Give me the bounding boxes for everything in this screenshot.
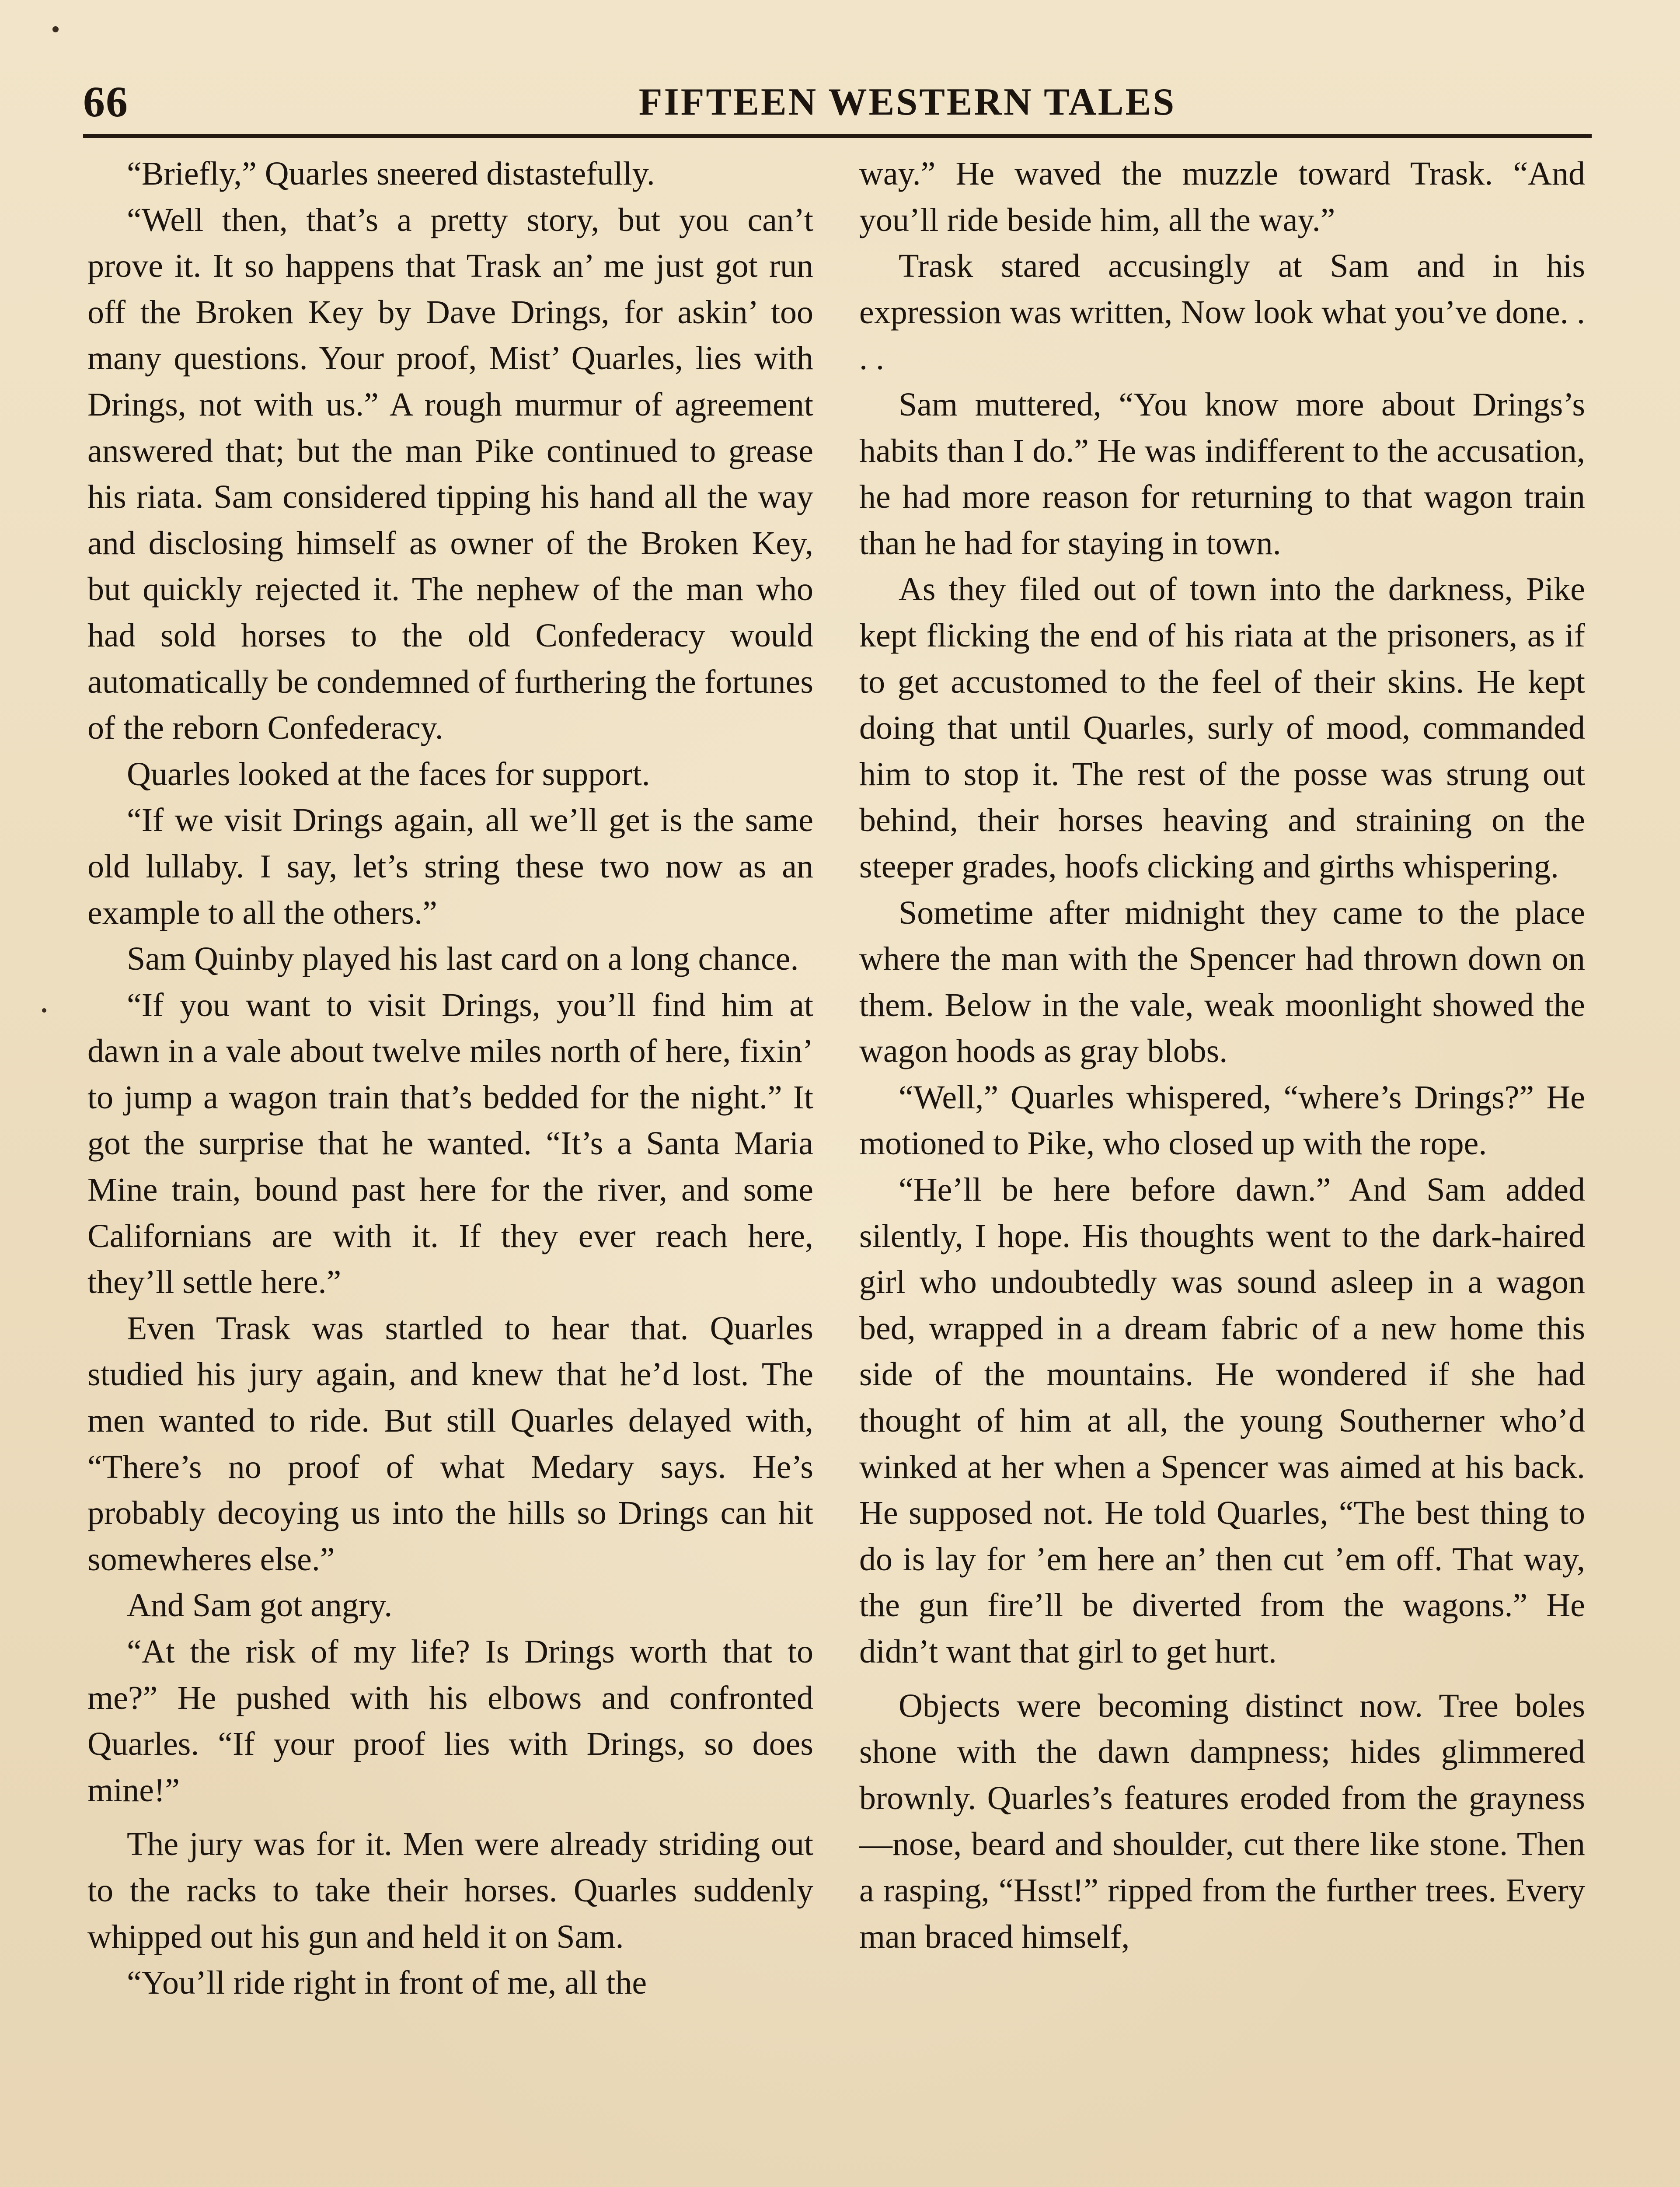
paragraph: “Well,” Quarles whispered, “where’s Drings?” He motioned to Pike, who closed up with the rope. [859,1079,1585,1162]
paragraph: Sometime after midnight they came to the place where the man with the Spencer had thrown down on them. Below in the vale, weak moonlight showed the wagon hoods as gray blobs. [859,894,1585,1070]
header-rule [83,134,1592,138]
paragraph: Even Trask was startled to hear that. Quarles studied his jury again, and knew that he’d lost. The men wanted to ride. But still Quarles delayed with, “There’s no proof of what Medary says. He’s probably decoying us into the hills so Drings can hit somewheres else.” [87,1310,813,1578]
paragraph: “If you want to visit Drings, you’ll find him at dawn in a vale about twelve miles north of here, fixin’ to jump a wagon train that’s bedded for the night.” It got the surprise that he wanted. “It’s a Santa Maria Mine train, bound past here for the river, and some Californians are with it. If they ever reach here, they’ll settle here.” [87,986,813,1301]
paragraph: Quarles looked at the faces for support. [127,755,650,793]
paragraph: Objects were becoming distinct now. Tree boles shone with the dawn dampness; hides glimmered brownly. Quarles’s features eroded from the grayness—nose, beard and shoulder, cut there like stone. Then a rasping, “Hsst!” ripped from the further trees. Every man braced himself, [859,1687,1585,1955]
left-column [87,151,813,2006]
page-header [83,77,1592,142]
paragraph: “Briefly,” Quarles sneered distastefully. [127,155,655,192]
paragraph: “He’ll be here before dawn.” And Sam added silently, I hope. His thoughts went to the dark-haired girl who undoubtedly was sound asleep in a wagon bed, wrapped in a dream fabric of a new home this side of the mountains. He wondered if she had thought of him at all, the young Southerner who’d winked at her when a Spencer was aimed at his back. He supposed not. He told Quarles, “The best thing to do is lay for ’em here an’ then cut ’em off. That way, the gun fire’ll be diverted from the wagons.” He didn’t want that girl to get hurt. [859,1171,1585,1670]
paragraph: “Well then, that’s a pretty story, but you can’t prove it. It so happens that Trask an’ me just got run off the Broken Key by Dave Drings, for askin’ too many questions. Your proof, Mist’ Quarles, lies with Drings, not with us.” A rough murmur of agreement answered that; but the man Pike continued to grease his riata. Sam considered tipping his hand all the way and disclosing himself as owner of the Broken Key, but quickly rejected it. The nephew of the man who had sold horses to the old Confederacy would automatically be condemned of furthering the fortunes of the reborn Confederacy. [87,201,813,747]
paragraph: “At the risk of my life? Is Drings worth that to me?” He pushed with his elbows and confronted Quarles. “If your proof lies with Drings, so does mine!” [87,1633,813,1809]
paragraph: Trask stared accusingly at Sam and in his expression was written, Now look what you’ve done. . . . [859,248,1585,377]
paragraph: “You’ll ride right in front of me, all the [127,1964,647,2002]
paragraph: The jury was for it. Men were already striding out to the racks to take their horses. Quarles suddenly whipped out his gun and held it on Sam. [87,1826,813,1955]
running-title: FIFTEEN WESTERN TALES [638,81,1176,123]
paragraph: As they filed out of town into the darkness, Pike kept flicking the end of his riata at the prisoners, as if to get accustomed to the feel of their skins. He kept doing that until Quarles, surly of mood, commanded him to stop it. The rest of the posse was strung out behind, their horses heaving and straining on the steeper grades, hoofs clicking and girths whispering. [859,571,1585,885]
paragraph: Sam muttered, “You know more about Drings’s habits than I do.” He was indifferent to the accusation, he had more reason for returning to that wagon train than he had for staying in town. [859,386,1585,562]
paragraph: “If we visit Drings again, all we’ll get is the same old lullaby. I say, let’s string these two now as an example to all the others.” [87,802,813,931]
print-speck [52,26,59,32]
paragraph: way.” He waved the muzzle toward Trask. “And you’ll ride beside him, all the way.” [859,155,1585,238]
print-speck [42,1008,46,1013]
right-column [859,151,1585,1960]
paragraph: Sam Quinby played his last card on a long chance. [127,940,799,978]
paragraph: And Sam got angry. [127,1587,393,1624]
page-number: 66 [83,77,129,126]
